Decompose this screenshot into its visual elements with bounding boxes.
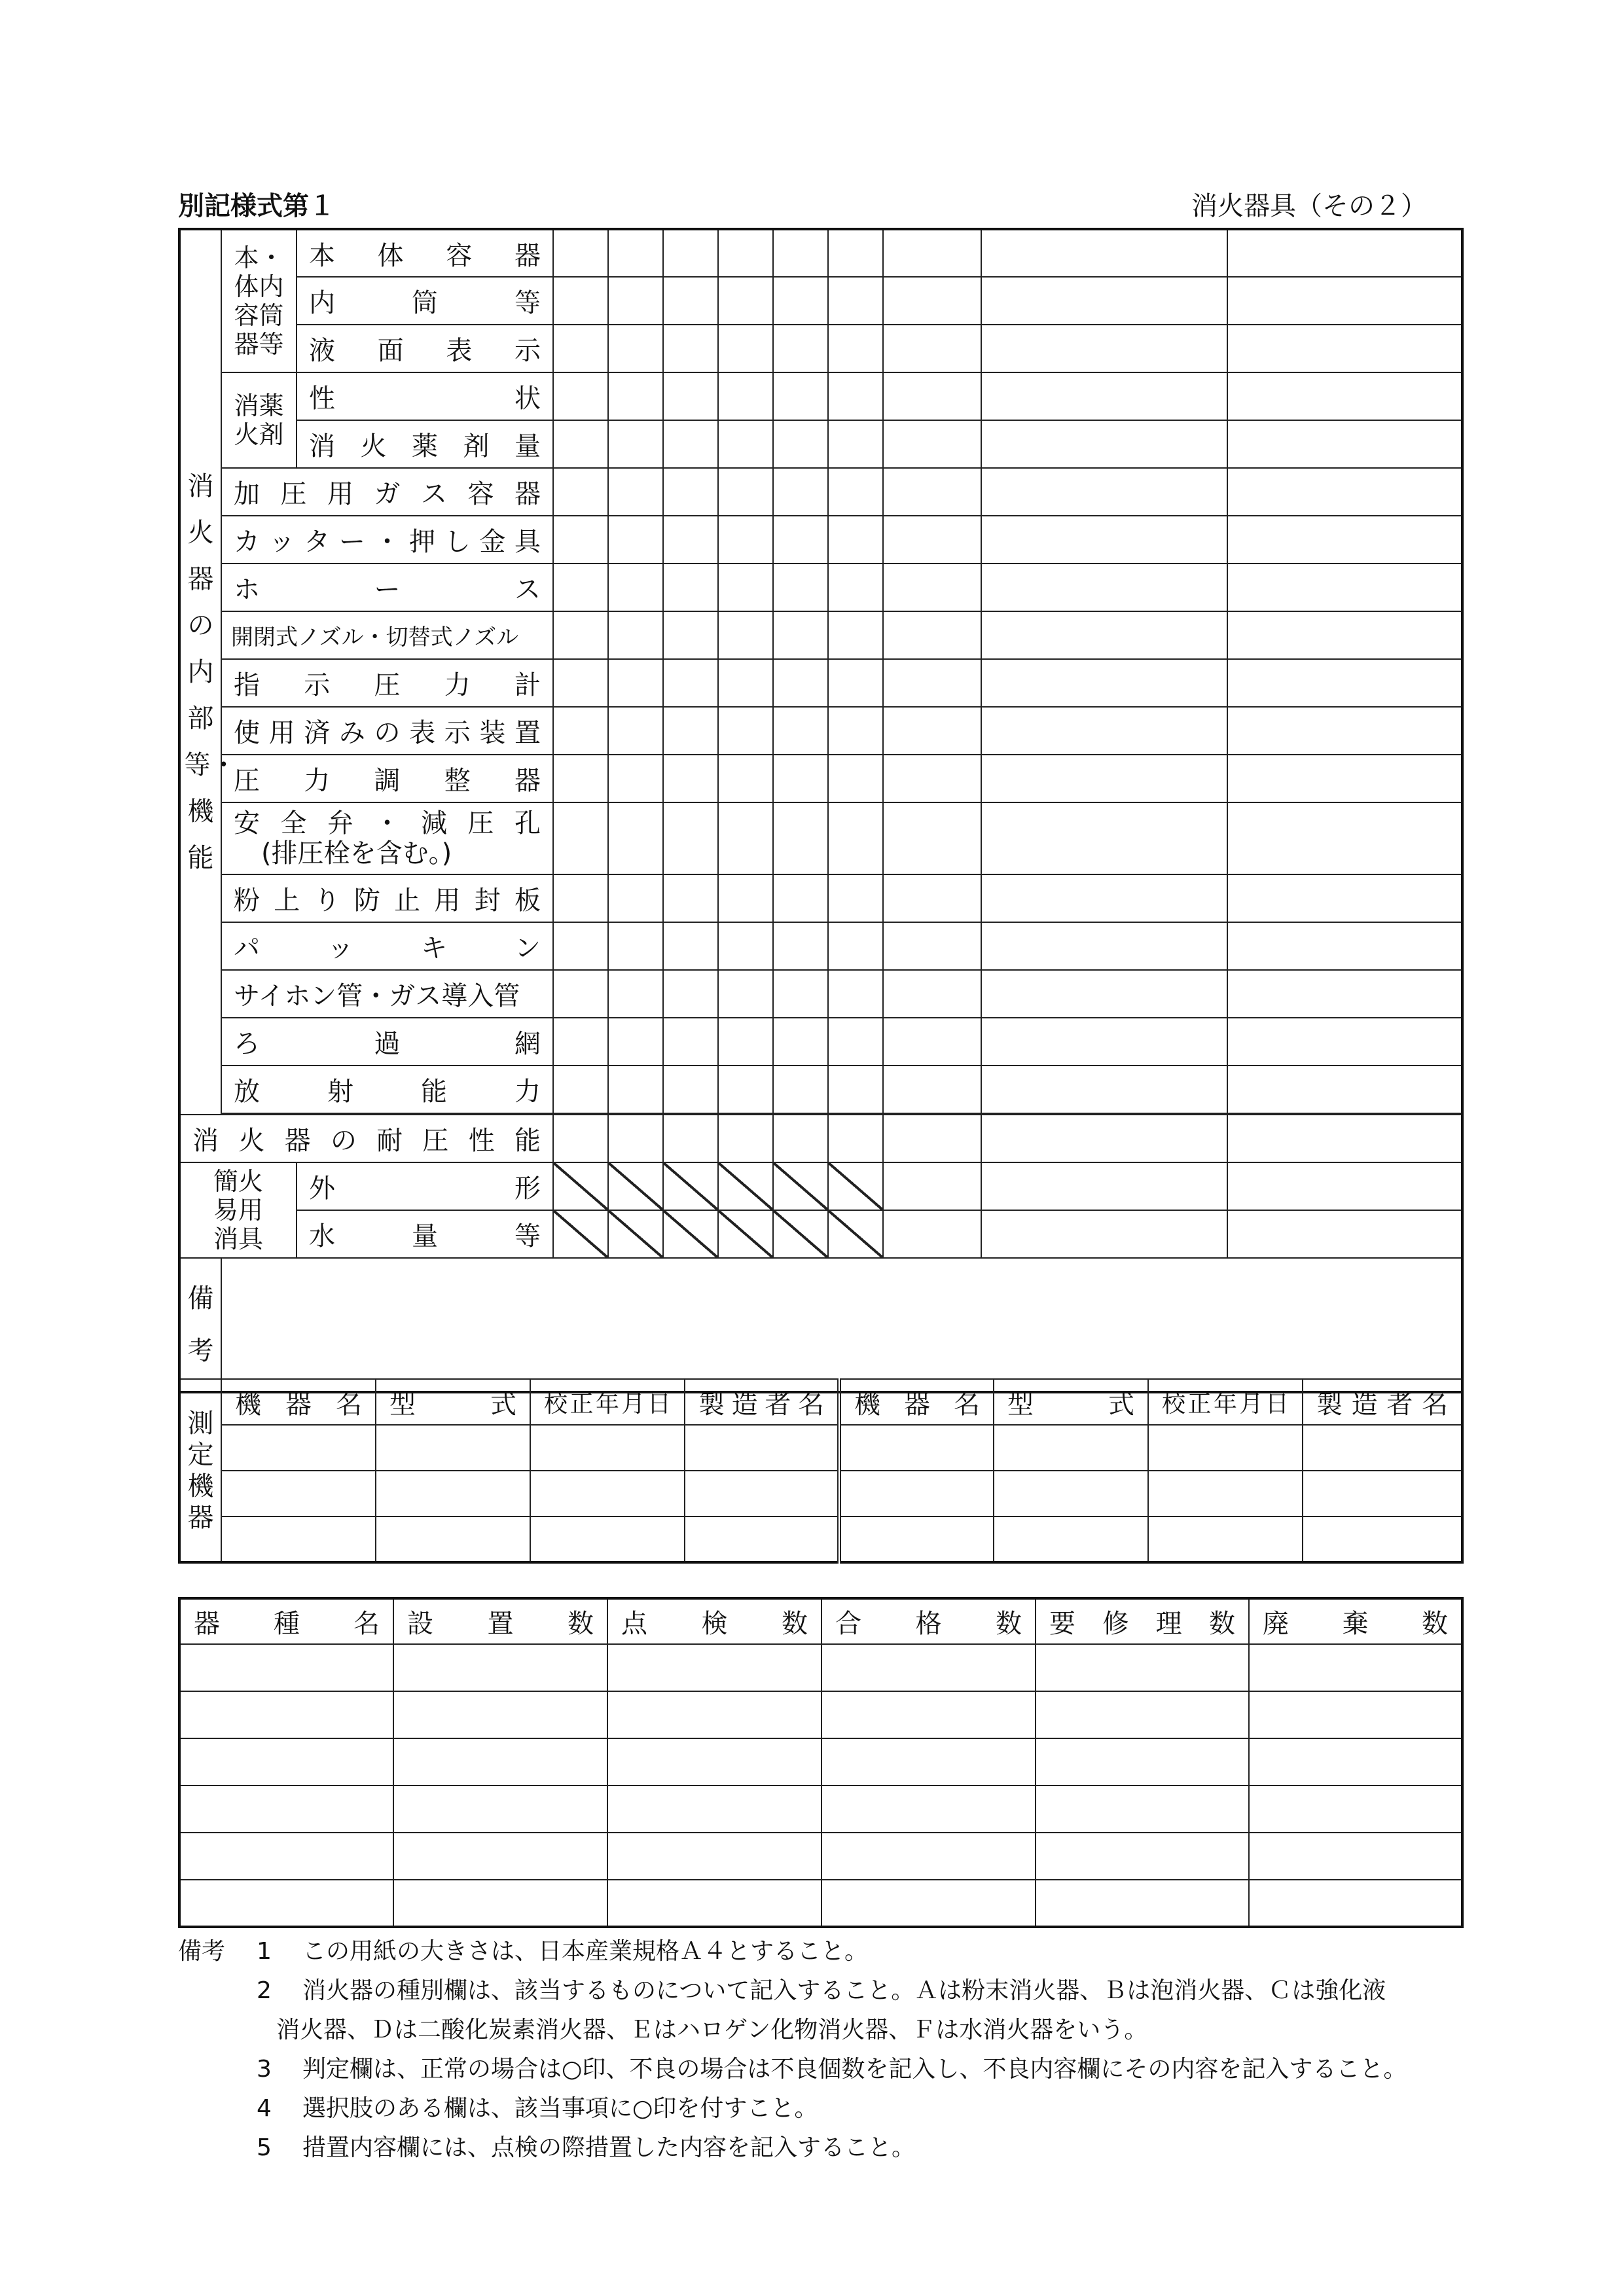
remarks-label: 備考 [187, 1283, 214, 1366]
item-label: 粉 上 り 防 止 用 封 板 [234, 886, 541, 916]
item-label: 本 体 容 器 [309, 240, 541, 271]
summary-table [178, 1597, 1464, 1928]
instrument-header: 機 器 名 [854, 1389, 980, 1420]
instruments-label: 測定機器 [187, 1408, 214, 1533]
item-label: 放 射 能 力 [234, 1077, 541, 1107]
summary-header: 要 修 理 数 [1049, 1609, 1235, 1639]
simple-item-label: 外 形 [309, 1174, 541, 1204]
instrument-header: 校 正 年 月 日 [544, 1390, 671, 1418]
instrument-header: 製 造 者 名 [1316, 1389, 1448, 1420]
item-label: 消 火 薬 剤 量 [309, 431, 541, 461]
remarks-label-cell [179, 1258, 221, 1392]
item-label: ホ ー ス [234, 575, 541, 605]
instruments-label-cell [179, 1379, 221, 1562]
note-number: 5 [257, 2134, 272, 2161]
form-title: 別記様式第１ [178, 191, 335, 221]
item-label: サイホン管・ガス導入管 [234, 981, 520, 1011]
note-text: この用紙の大きさは、日本産業規格Ａ４とすること。 [302, 1938, 869, 1965]
note-text: 消火器、Ｄは二酸化炭素消火器、Ｅはハロゲン化物消火器、Ｆは水消火器をいう。 [276, 2017, 1148, 2043]
group-body-label: 本・体内容筒器等 [234, 243, 284, 359]
item-label: 内 筒 等 [309, 288, 541, 318]
note-text: 措置内容欄には、点検の際措置した内容を記入すること。 [302, 2134, 916, 2161]
item-sublabel: (排圧栓を含む。) [261, 838, 452, 869]
group-simple-cell [179, 1162, 297, 1258]
summary-header: 器 種 名 [194, 1609, 380, 1639]
summary-header: 廃 棄 数 [1263, 1609, 1448, 1639]
instrument-header: 校 正 年 月 日 [1162, 1390, 1289, 1418]
item-label: 性 状 [309, 384, 541, 414]
simple-item-label: 水 量 等 [309, 1221, 541, 1251]
item-label: 圧 力 調 整 器 [234, 766, 541, 796]
group-simple-label: 簡火易用消具 [213, 1167, 263, 1253]
summary-header: 合 格 数 [835, 1609, 1022, 1639]
instrument-header: 型 式 [1007, 1389, 1134, 1420]
group-agent-label: 消薬火剤 [234, 391, 284, 449]
item-label: ろ 過 網 [234, 1029, 541, 1059]
item-label: 開閉式ノズル・切替式ノズル [231, 624, 519, 651]
note-text: 消火器の種別欄は、該当するものについて記入すること。Ａは粉末消火器、Ｂは泡消火器、Ｃは強化液 [302, 1977, 1386, 2004]
notes [178, 1932, 1474, 2168]
item-label: 安 全 弁 ・ 減 圧 孔 [234, 808, 541, 838]
item-label: 液 面 表 示 [309, 336, 541, 366]
item-label: 加 圧 用 ガ ス 容 器 [234, 479, 541, 509]
note-number: 1 [257, 1938, 272, 1965]
instrument-header: 製 造 者 名 [698, 1389, 824, 1420]
note-text: 判定欄は、正常の場合は○印、不良の場合は不良個数を記入し、不良内容欄にその内容を記入すること。 [302, 2056, 1407, 2083]
instrument-header: 機 器 名 [235, 1389, 362, 1420]
instrument-header: 型 式 [389, 1389, 516, 1420]
note-text: 選択肢のある欄は、該当事項に○印を付すこと。 [302, 2095, 818, 2122]
inspection-table [178, 228, 1464, 1393]
item-label: 使 用 済 み の 表 示 装 置 [234, 718, 541, 748]
group-agent-cell [221, 372, 297, 468]
section-label: 消火器の内部等・機能 [184, 471, 237, 873]
item-cell [297, 229, 553, 277]
note-number: 2 [257, 1977, 272, 2004]
remarks-field[interactable] [221, 1258, 1462, 1392]
pressure-label: 消 火 器 の 耐 圧 性 能 [192, 1126, 541, 1156]
item-label: 指 示 圧 力 計 [234, 670, 541, 700]
note-number: 3 [257, 2056, 272, 2083]
section-label-cell [179, 229, 237, 1115]
form-subtitle: 消火器具（その２） [1191, 191, 1427, 221]
notes-label: 備考 [178, 1938, 226, 1965]
group-body-cell [221, 229, 297, 372]
note-number: 4 [257, 2095, 272, 2122]
item-label: パ ッ キ ン [234, 933, 541, 963]
item-label: カ ッ タ ー ・ 押 し 金 具 [234, 527, 541, 557]
summary-header: 設 置 数 [407, 1609, 594, 1639]
instruments-table [178, 1378, 1464, 1564]
summary-header: 点 検 数 [621, 1609, 808, 1639]
